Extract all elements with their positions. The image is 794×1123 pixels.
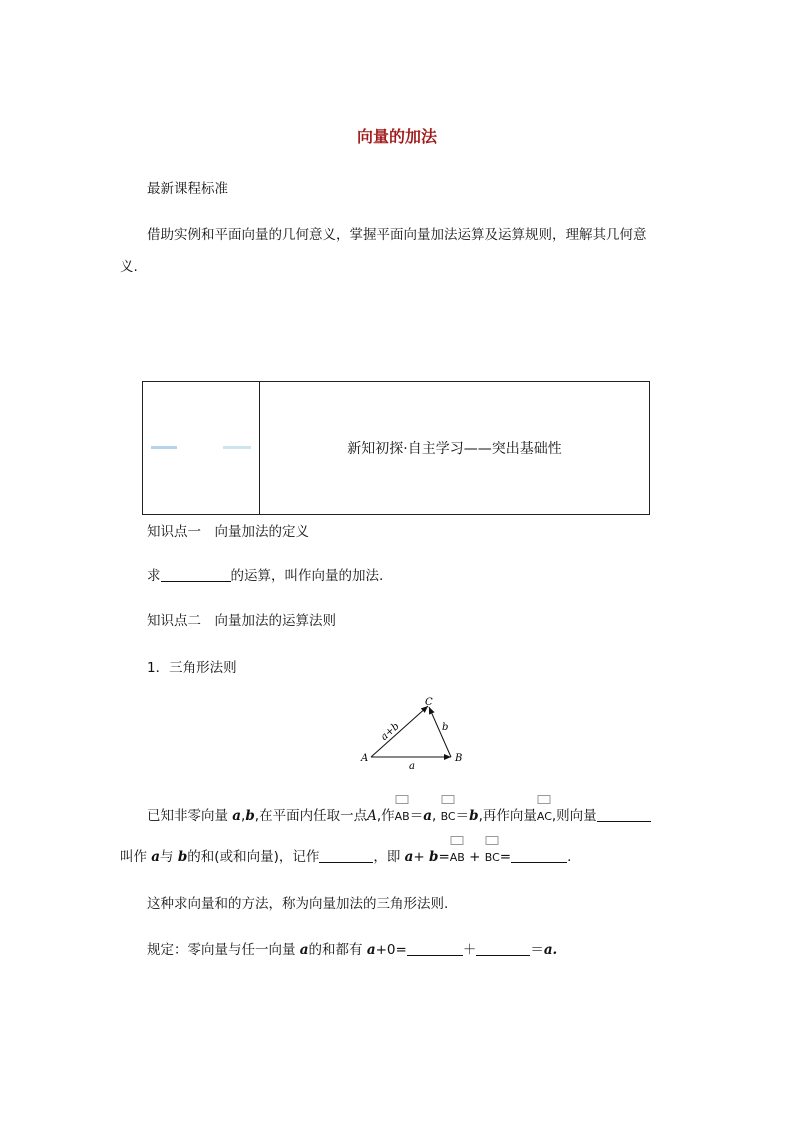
- text: +: [469, 849, 481, 865]
- banner-decoration: [223, 446, 251, 449]
- paragraph-triangle-rule: 这种求向量和的方法，称为向量加法的三角形法则.: [147, 896, 449, 912]
- text: ,: [431, 808, 437, 824]
- page-title: 向量的加法: [356, 127, 437, 146]
- banner-text: 新知初探·自主学习——突出基础性: [347, 441, 562, 457]
- text: +0=: [375, 942, 407, 958]
- standard-line-1: 借助实例和平面向量的几何意义，掌握平面向量加法运算及运算规则，理解其几何意: [147, 227, 647, 243]
- kp1-suffix: 的运算，叫作向量的加法.: [230, 568, 384, 584]
- vector-arrow-placeholder: [538, 795, 551, 804]
- point-symbol: A: [367, 808, 377, 824]
- fill-blank[interactable]: [511, 848, 567, 863]
- kp1-heading: 知识点一 向量加法的定义: [147, 524, 309, 540]
- banner-decoration: [151, 446, 177, 449]
- vector-bc-label: BC: [440, 810, 456, 823]
- section-heading: 最新课程标准: [147, 181, 228, 197]
- text: 叫作: [120, 849, 147, 865]
- triangle-rule-heading: 1．三角形法则: [147, 660, 237, 676]
- text: ＋: [462, 942, 477, 958]
- text: ＝: [455, 808, 470, 824]
- text: 的和(或和向量)，记作: [187, 849, 320, 865]
- vector-ab-label: AB: [394, 810, 410, 823]
- fill-blank[interactable]: [407, 941, 463, 956]
- vector-ab: [450, 848, 465, 868]
- text: ＝: [530, 942, 544, 958]
- vector-symbol: b: [245, 808, 255, 824]
- paragraph-zero-vector-rule: [147, 940, 557, 960]
- vector-ab-label: AB: [449, 851, 465, 864]
- vector-symbol: a: [151, 849, 161, 865]
- text: 规定：零向量与任一向量: [147, 942, 296, 958]
- vector-bc-label: BC: [484, 851, 500, 864]
- vector-symbol: b: [177, 849, 188, 865]
- text: 与: [160, 849, 174, 865]
- vector-label-b: b: [442, 722, 449, 733]
- fill-blank[interactable]: [476, 941, 530, 956]
- triangle-diagram: [355, 693, 475, 773]
- vector-symbol: a: [299, 942, 309, 958]
- vector-symbol: a: [232, 808, 242, 824]
- text: .: [567, 849, 572, 865]
- point-label-b: B: [455, 753, 463, 764]
- text: ,作: [376, 808, 395, 824]
- vector-label-sum: a+b: [378, 720, 402, 743]
- vector-ac-label: AC: [536, 810, 552, 823]
- kp1-prefix: 求: [147, 568, 161, 584]
- vector-bc: [441, 807, 456, 827]
- text: ＝: [409, 808, 424, 824]
- text: +: [413, 849, 425, 865]
- vector-arrow-placeholder: [442, 795, 455, 804]
- banner-left-cell: [143, 382, 260, 514]
- vector-bc: [485, 848, 500, 868]
- vector-arrow-placeholder: [486, 836, 499, 845]
- paragraph-sum-definition: [120, 847, 571, 868]
- vector-arrow-placeholder: [396, 795, 409, 804]
- text: ,: [241, 808, 246, 824]
- text: =: [438, 849, 450, 865]
- vector-symbol: a: [366, 942, 376, 958]
- vector-symbol: b: [429, 849, 439, 865]
- paragraph-triangle-definition: [147, 806, 651, 827]
- fill-blank[interactable]: [597, 807, 651, 822]
- fill-blank[interactable]: [319, 848, 373, 863]
- text: ，即: [373, 849, 401, 865]
- vector-ab: [395, 807, 410, 827]
- vector-label-a: a: [409, 761, 415, 772]
- text: 的和都有: [308, 942, 363, 958]
- standard-line-2: 义.: [120, 259, 138, 275]
- text: ,再作向量: [478, 808, 537, 824]
- vector-symbol: a: [423, 808, 432, 824]
- text: 已知非零向量: [147, 808, 228, 824]
- vector-symbol: b: [469, 808, 479, 824]
- point-label-c: C: [425, 697, 433, 708]
- fill-blank[interactable]: [161, 567, 231, 582]
- vector-symbol: a: [404, 849, 414, 865]
- section-banner: [142, 381, 650, 515]
- vector-symbol: a.: [543, 942, 558, 958]
- vector-arrow-placeholder: [451, 836, 464, 845]
- point-label-a: A: [361, 753, 369, 764]
- vector-sum-arrow: [371, 706, 428, 757]
- kp2-heading: 知识点二 向量加法的运算法则: [147, 613, 336, 629]
- kp1-definition: [147, 566, 383, 586]
- text: =: [499, 849, 512, 865]
- vector-ac: [537, 807, 552, 827]
- text: ,在平面内任取一点: [254, 808, 368, 824]
- text: ,则向量: [551, 808, 597, 824]
